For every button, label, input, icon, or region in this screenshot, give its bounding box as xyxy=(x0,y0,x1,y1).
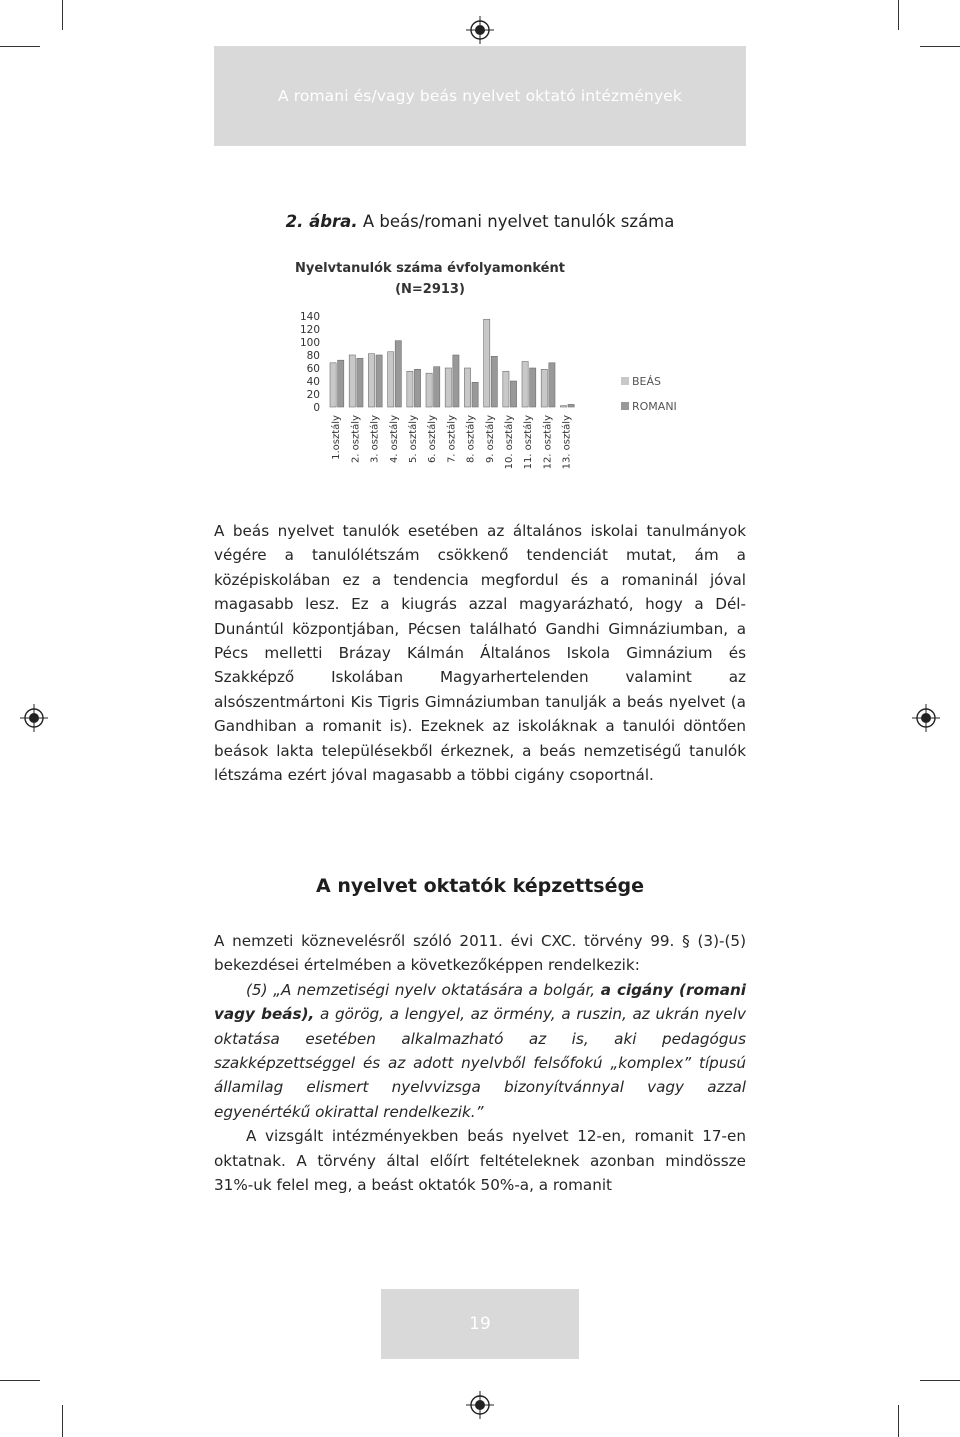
crop-mark xyxy=(898,1405,899,1437)
bar-beás-4 xyxy=(388,352,394,407)
bar-romani-7 xyxy=(453,355,459,407)
bar-romani-3 xyxy=(376,355,382,407)
bar-romani-10 xyxy=(510,381,516,407)
body-text xyxy=(214,519,746,787)
y-tick-label: 100 xyxy=(299,337,320,349)
x-tick-label: 8. osztály xyxy=(465,415,477,464)
chart-subtitle: (N=2913) xyxy=(395,282,465,297)
legend-label: ROMANI xyxy=(632,400,677,413)
body-paragraph: A vizsgált intézményekben beás nyelvet 12-en, romanit 17-en oktatnak. A törvény által előírt feltételeknek azonban mindössze 31%-uk felel meg, a beást oktatók 50%-a, a romanit xyxy=(214,1127,746,1195)
x-tick-label: 5. osztály xyxy=(408,415,419,464)
bar-romani-13 xyxy=(568,404,574,407)
y-tick-label: 20 xyxy=(306,389,320,401)
chart-legend xyxy=(621,375,677,413)
bar-romani-11 xyxy=(530,368,536,407)
section-heading: A nyelvet oktatók képzettsége xyxy=(316,875,644,897)
x-tick-label: 7. osztály xyxy=(446,415,458,464)
bar-beás-12 xyxy=(541,369,547,407)
bar-beás-6 xyxy=(426,373,432,407)
quote-emphasis: a cigány (romani vagy beás), xyxy=(214,980,746,1024)
y-tick-label: 120 xyxy=(299,324,320,336)
figure-caption-label: 2. ábra. xyxy=(285,212,358,231)
x-tick-label: 9. osztály xyxy=(484,415,496,464)
chart-bars xyxy=(330,319,574,407)
crop-mark xyxy=(62,1405,63,1437)
bar-romani-8 xyxy=(472,382,478,407)
y-tick-label: 40 xyxy=(306,376,320,388)
x-tick-label: 4. osztály xyxy=(388,415,400,464)
chart-title: Nyelvtanulók száma évfolyamonként xyxy=(295,261,565,276)
bar-beás-13 xyxy=(560,406,566,407)
running-header xyxy=(214,46,746,146)
crop-mark xyxy=(920,46,960,47)
bar-romani-5 xyxy=(414,369,420,407)
bar-romani-9 xyxy=(491,356,497,407)
bar-romani-12 xyxy=(549,363,555,407)
bar-beás-10 xyxy=(503,371,509,407)
page-number: 19 xyxy=(469,1314,491,1334)
x-tick-label: 6. osztály xyxy=(427,415,439,464)
x-tick-label: 1.osztály xyxy=(331,415,343,460)
registration-mark-icon xyxy=(912,704,940,732)
x-tick-label: 13. osztály xyxy=(561,415,573,470)
y-tick-label: 0 xyxy=(313,402,320,414)
figure-caption-text: A beás/romani nyelvet tanulók száma xyxy=(357,212,675,231)
quote-part-2: a görög, a lengyel, az örmény, a ruszin, az ukrán nyelv oktatása esetében alkalmazható az is, aki pedagógus szakképzettséggel és az adott nyelvből felsőfokú „komplex” típusú államilag elismert nyelvvizsga bizonyítvánnyal vagy azzal egyenértékű okirattal rendelkezik.” xyxy=(214,1005,746,1121)
legend-label: BEÁS xyxy=(632,375,662,388)
bar-romani-4 xyxy=(395,341,401,407)
crop-mark xyxy=(62,0,63,30)
bar-romani-2 xyxy=(357,358,363,407)
figure-caption xyxy=(214,212,746,231)
bar-beás-11 xyxy=(522,362,528,408)
bar-beás-8 xyxy=(464,368,470,407)
bar-beás-9 xyxy=(484,319,490,407)
y-tick-label: 140 xyxy=(299,311,320,323)
bar-beás-5 xyxy=(407,371,413,407)
bar-chart xyxy=(280,252,700,482)
y-tick-label: 80 xyxy=(306,350,320,362)
page-number-box xyxy=(381,1289,579,1359)
y-axis-ticks xyxy=(300,311,320,414)
x-axis-ticks xyxy=(330,415,572,469)
crop-mark xyxy=(920,1380,960,1381)
bar-beás-3 xyxy=(368,354,374,407)
registration-mark-icon xyxy=(20,704,48,732)
bar-romani-6 xyxy=(434,367,440,407)
x-tick-label: 3. osztály xyxy=(369,415,381,464)
x-tick-label: 11. osztály xyxy=(523,415,535,470)
section-text xyxy=(214,929,746,1197)
bar-beás-2 xyxy=(349,355,355,407)
bar-beás-1 xyxy=(330,363,336,407)
legend-swatch xyxy=(621,402,629,410)
y-tick-label: 60 xyxy=(306,363,320,375)
crop-mark xyxy=(0,46,40,47)
running-title: A romani és/vagy beás nyelvet oktató intézmények xyxy=(278,87,682,105)
bar-romani-1 xyxy=(338,360,344,407)
law-intro: A nemzeti köznevelésről szóló 2011. évi CXC. törvény 99. § (3)-(5) bekezdései értelmében a következőképpen rendelkezik: xyxy=(214,932,746,975)
body-paragraph: A beás nyelvet tanulók esetében az általános iskolai tanulmányok végére a tanulólétszám csökkenő tendenciát mutat, ám a középiskolában ez a tendencia megfordul és a romaninál jóval magasabb lesz. Ez a kiugrás azzal magyarázható, hogy a Dél-Dunántúl központjában, Pécsen található Gandhi Gimnáziumban, a Pécs melletti Brázay Kálmán Általános Iskola Gimnázium és Szakképző Iskolában Magyarhertelenden valamint az alsószentmártoni Kis Tigris Gimnáziumban tanulják a beás nyelvet (a Gandhiban a romanit is). Ezeknek az iskoláknak a tanulói döntően beások lakta településekből érkeznek, a beás nemzetiségű tanulók létszáma ezért jóval magasabb a többi cigány csoportnál. xyxy=(214,522,746,785)
quote-part-1: (5) „A nemzetiségi nyelv oktatására a bolgár, xyxy=(246,980,601,999)
registration-mark-icon xyxy=(466,1391,494,1419)
law-quote xyxy=(214,978,746,1124)
crop-mark xyxy=(0,1380,40,1381)
bar-beás-7 xyxy=(445,368,451,407)
x-tick-label: 12. osztály xyxy=(542,415,554,470)
x-tick-label: 2. osztály xyxy=(350,415,362,464)
crop-mark xyxy=(898,0,899,30)
legend-swatch xyxy=(621,377,629,385)
x-tick-label: 10. osztály xyxy=(504,415,515,470)
registration-mark-icon xyxy=(466,16,494,44)
